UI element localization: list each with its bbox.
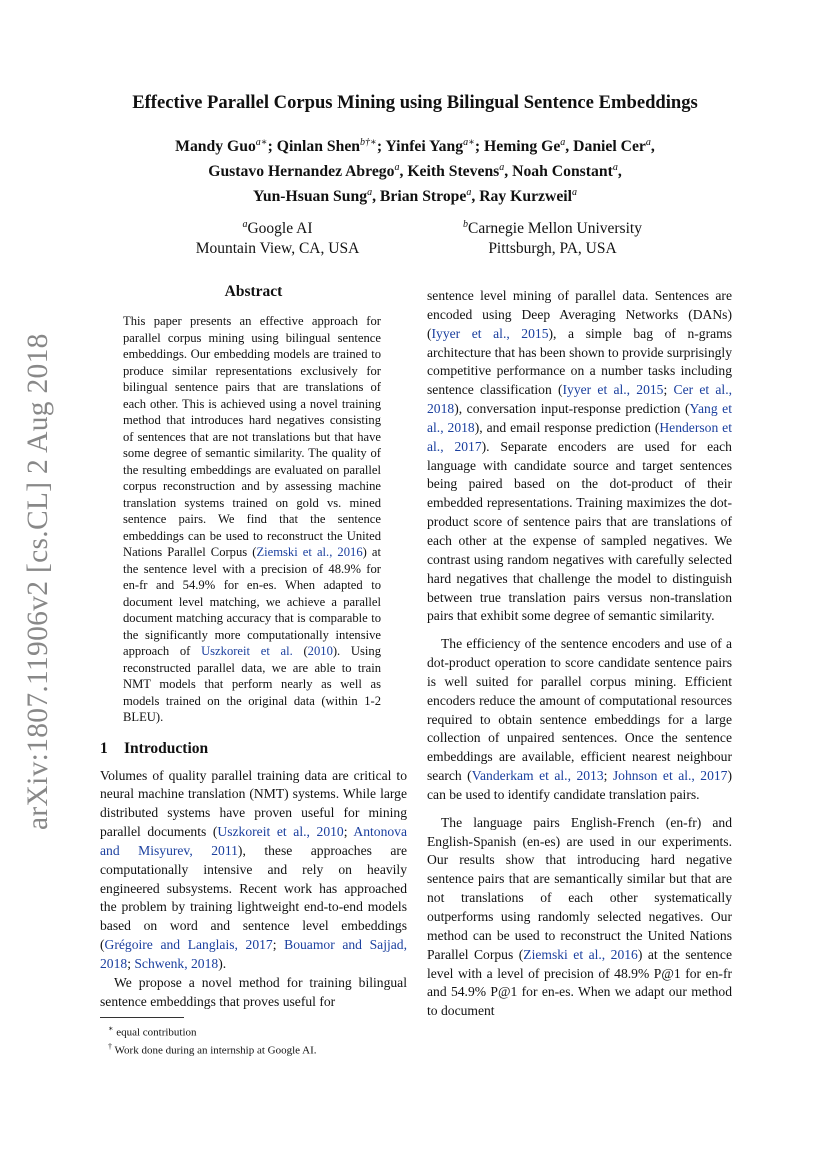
affiliation-location: Pittsburgh, PA, USA: [488, 240, 617, 258]
affiliation-mark: b: [463, 219, 469, 230]
footnote-equal-contribution: ∗ equal contribution: [108, 1024, 197, 1040]
separator: ,: [617, 163, 622, 181]
author: ; Yinfei Yang: [376, 138, 464, 156]
author-mark: a: [394, 162, 400, 174]
section-heading-introduction: [100, 740, 407, 758]
citation-link[interactable]: Antonova and Misyurev, 2011: [100, 824, 407, 858]
affiliation-cmu: [445, 215, 660, 259]
abstract-heading: Abstract: [224, 283, 283, 300]
citation-link[interactable]: Ziemski et al., 2016: [523, 946, 638, 962]
author: Gustavo Hernandez Abrego: [208, 163, 395, 181]
citation-link[interactable]: 2010: [307, 644, 333, 658]
author-mark: b†∗: [360, 137, 377, 148]
paper-title: Effective Parallel Corpus Mining using Bilingual Sentence Embeddings: [132, 92, 698, 113]
author: , Keith Stevens: [399, 163, 500, 181]
author: ; Qinlan Shen: [267, 138, 361, 156]
abstract-text: This paper presents an effective approach for parallel corpus mining using bilingual sentence embeddings. Our embedding models are trained to produce similar representations exclusively for bilingual sentence pairs that are translations of each other. This is achieved using a novel training method that introduces hard negatives consisting of sentences that are not translations but that have some degree of semantic similarity. The quality of the resulting embeddings are evaluated on parallel corpus reconstruction and by assessing machine translation systems trained on gold vs. mined sentence pairs. We find that the sentence embeddings can be used to reconstruct the United Nations Parallel Corpus (Ziemski et al., 2016) at the sentence level with a precision of 48.9% for en-fr and 54.9% for en-es. When adapted to document level matching, we achieve a parallel document matching accuracy that is comparable to the significantly more computationally intensive approach of Uszkoreit et al. (2010). Using reconstructed parallel data, we are able to train NMT models that perform nearly as well as models trained on the original data (within 1-2 BLEU).: [123, 314, 381, 724]
author-mark: a: [572, 187, 578, 199]
author: , Ray Kurzweil: [471, 188, 573, 206]
affiliation-location: Mountain View, CA, USA: [195, 240, 360, 258]
separator: ,: [650, 138, 655, 156]
intro-paragraph-2-continued: sentence level mining of parallel data. Sentences are encoded using Deep Averaging Networks (DANs) (Iyyer et al., 2015), a simple bag of n-grams architecture that has been shown to provide surprisingly competitive performance on a number tasks including sentence classification (Iyyer et al., 2015; Cer et al., 2018), conversation input-response prediction (Yang et al., 2018), and email response prediction (Henderson et al., 2017). Separate encoders are used for each language with candidate source and target sentences being paired based on the dot-product of their embedded representations. Training maximizes the dot-product score of sentence pairs that are translations of each other at the expense of sampled negatives. We contrast using random negatives with carefully selected hard negatives that challenge the model to distinguish between true translation pairs versus non-translation pairs that exhibit some degree of semantic similarity.: [427, 288, 733, 624]
author: , Brian Strope: [372, 188, 467, 206]
citation-link[interactable]: Vanderkam et al., 2013: [471, 768, 604, 784]
author-mark: a: [560, 137, 566, 148]
affiliation-google: [170, 215, 385, 259]
author: ; Heming Ge: [474, 138, 561, 156]
author-mark: a: [466, 187, 472, 199]
citation-link[interactable]: Bouamor and Sajjad, 2018: [100, 937, 407, 971]
intro-paragraph-1: Volumes of quality parallel training data are critical to neural machine translation (NMT) systems. While large distributed systems have proven useful for mining parallel documents (Uszkoreit et al., 2010; Antonova and Misyurev, 2011), these approaches are computationally intensive and rely on heavily engineered subsystems. Recent work has approached the problem by training lightweight end-to-end models based on word and sentence level embeddings (Grégoire and Langlais, 2017; Bouamor and Sajjad, 2018; Schwenk, 2018).: [100, 767, 407, 971]
footnote-rule: [100, 1017, 184, 1018]
citation-link[interactable]: Iyyer et al., 2015: [562, 382, 664, 398]
intro-paragraph-4: The language pairs English-French (en-fr) and English-Spanish (en-es) are used in our experiments. Our results show that introducing hard negative sentence pairs that are semantically similar but that are not translations of each other systematically outperforms using randomly selected negatives. Our method can be used to reconstruct the United Nations Parallel Corpus (Ziemski et al., 2016) at the sentence level with a level of precision of 48.9% P@1 for en-fr and 54.9% P@1 for en-es. When we adapt our method to document: [427, 814, 732, 1019]
citation-link[interactable]: Cer et al., 2018: [427, 382, 733, 417]
citation-link[interactable]: Grégoire and Langlais, 2017: [104, 937, 273, 953]
author-mark: a: [367, 187, 373, 199]
author-mark: a: [499, 162, 505, 174]
citation-link[interactable]: Henderson et al., 2017: [427, 419, 732, 454]
left-column: [100, 283, 407, 1058]
author: , Noah Constant: [504, 163, 613, 181]
intro-paragraph-2: We propose a novel method for training bilingual sentence embeddings that proves useful for: [100, 974, 407, 1009]
author-mark: a∗: [463, 137, 475, 148]
arxiv-identifier: arXiv:1807.11906v2 [cs.CL] 2 Aug 2018: [21, 333, 54, 830]
citation-link[interactable]: Iyyer et al., 2015: [431, 325, 549, 341]
citation-link[interactable]: Johnson et al., 2017: [612, 768, 728, 784]
author: , Daniel Cer: [565, 138, 646, 156]
citation-link[interactable]: Yang et al., 2018: [427, 401, 732, 435]
citation-link[interactable]: Ziemski et al., 2016: [256, 545, 363, 559]
citation-link[interactable]: Schwenk, 2018: [134, 955, 219, 971]
author: Yun-Hsuan Sung: [252, 188, 368, 206]
author: Mandy Guo: [175, 138, 256, 156]
author-mark: a: [645, 137, 651, 148]
section-title: Introduction: [124, 739, 209, 757]
section-number: 1: [100, 739, 108, 757]
author-mark: a∗: [255, 137, 268, 148]
author-list: [100, 132, 730, 208]
author-mark: a: [612, 162, 618, 174]
right-column: [427, 287, 732, 1021]
affiliation-name: Google AI: [247, 220, 313, 238]
intro-paragraph-3: The efficiency of the sentence encoders and use of a dot-product operation to score candidate sentence pairs is well suited for parallel corpus mining. Efficient encoders reduce the amount of computational resources required to obtain sentence embeddings for a large collection of unpaired sentences. Once the sentence embeddings are available, efficient nearest neighbour search (Vanderkam et al., 2013; Johnson et al., 2017) can be used to identify candidate translation pairs.: [427, 636, 732, 802]
citation-link[interactable]: Uszkoreit et al., 2010: [217, 824, 344, 840]
affiliation-mark: a: [242, 219, 248, 230]
footnote-internship: † Work done during an internship at Google AI.: [108, 1042, 317, 1057]
citation-link[interactable]: Uszkoreit et al.: [201, 644, 293, 658]
affiliation-name: Carnegie Mellon University: [468, 220, 642, 238]
